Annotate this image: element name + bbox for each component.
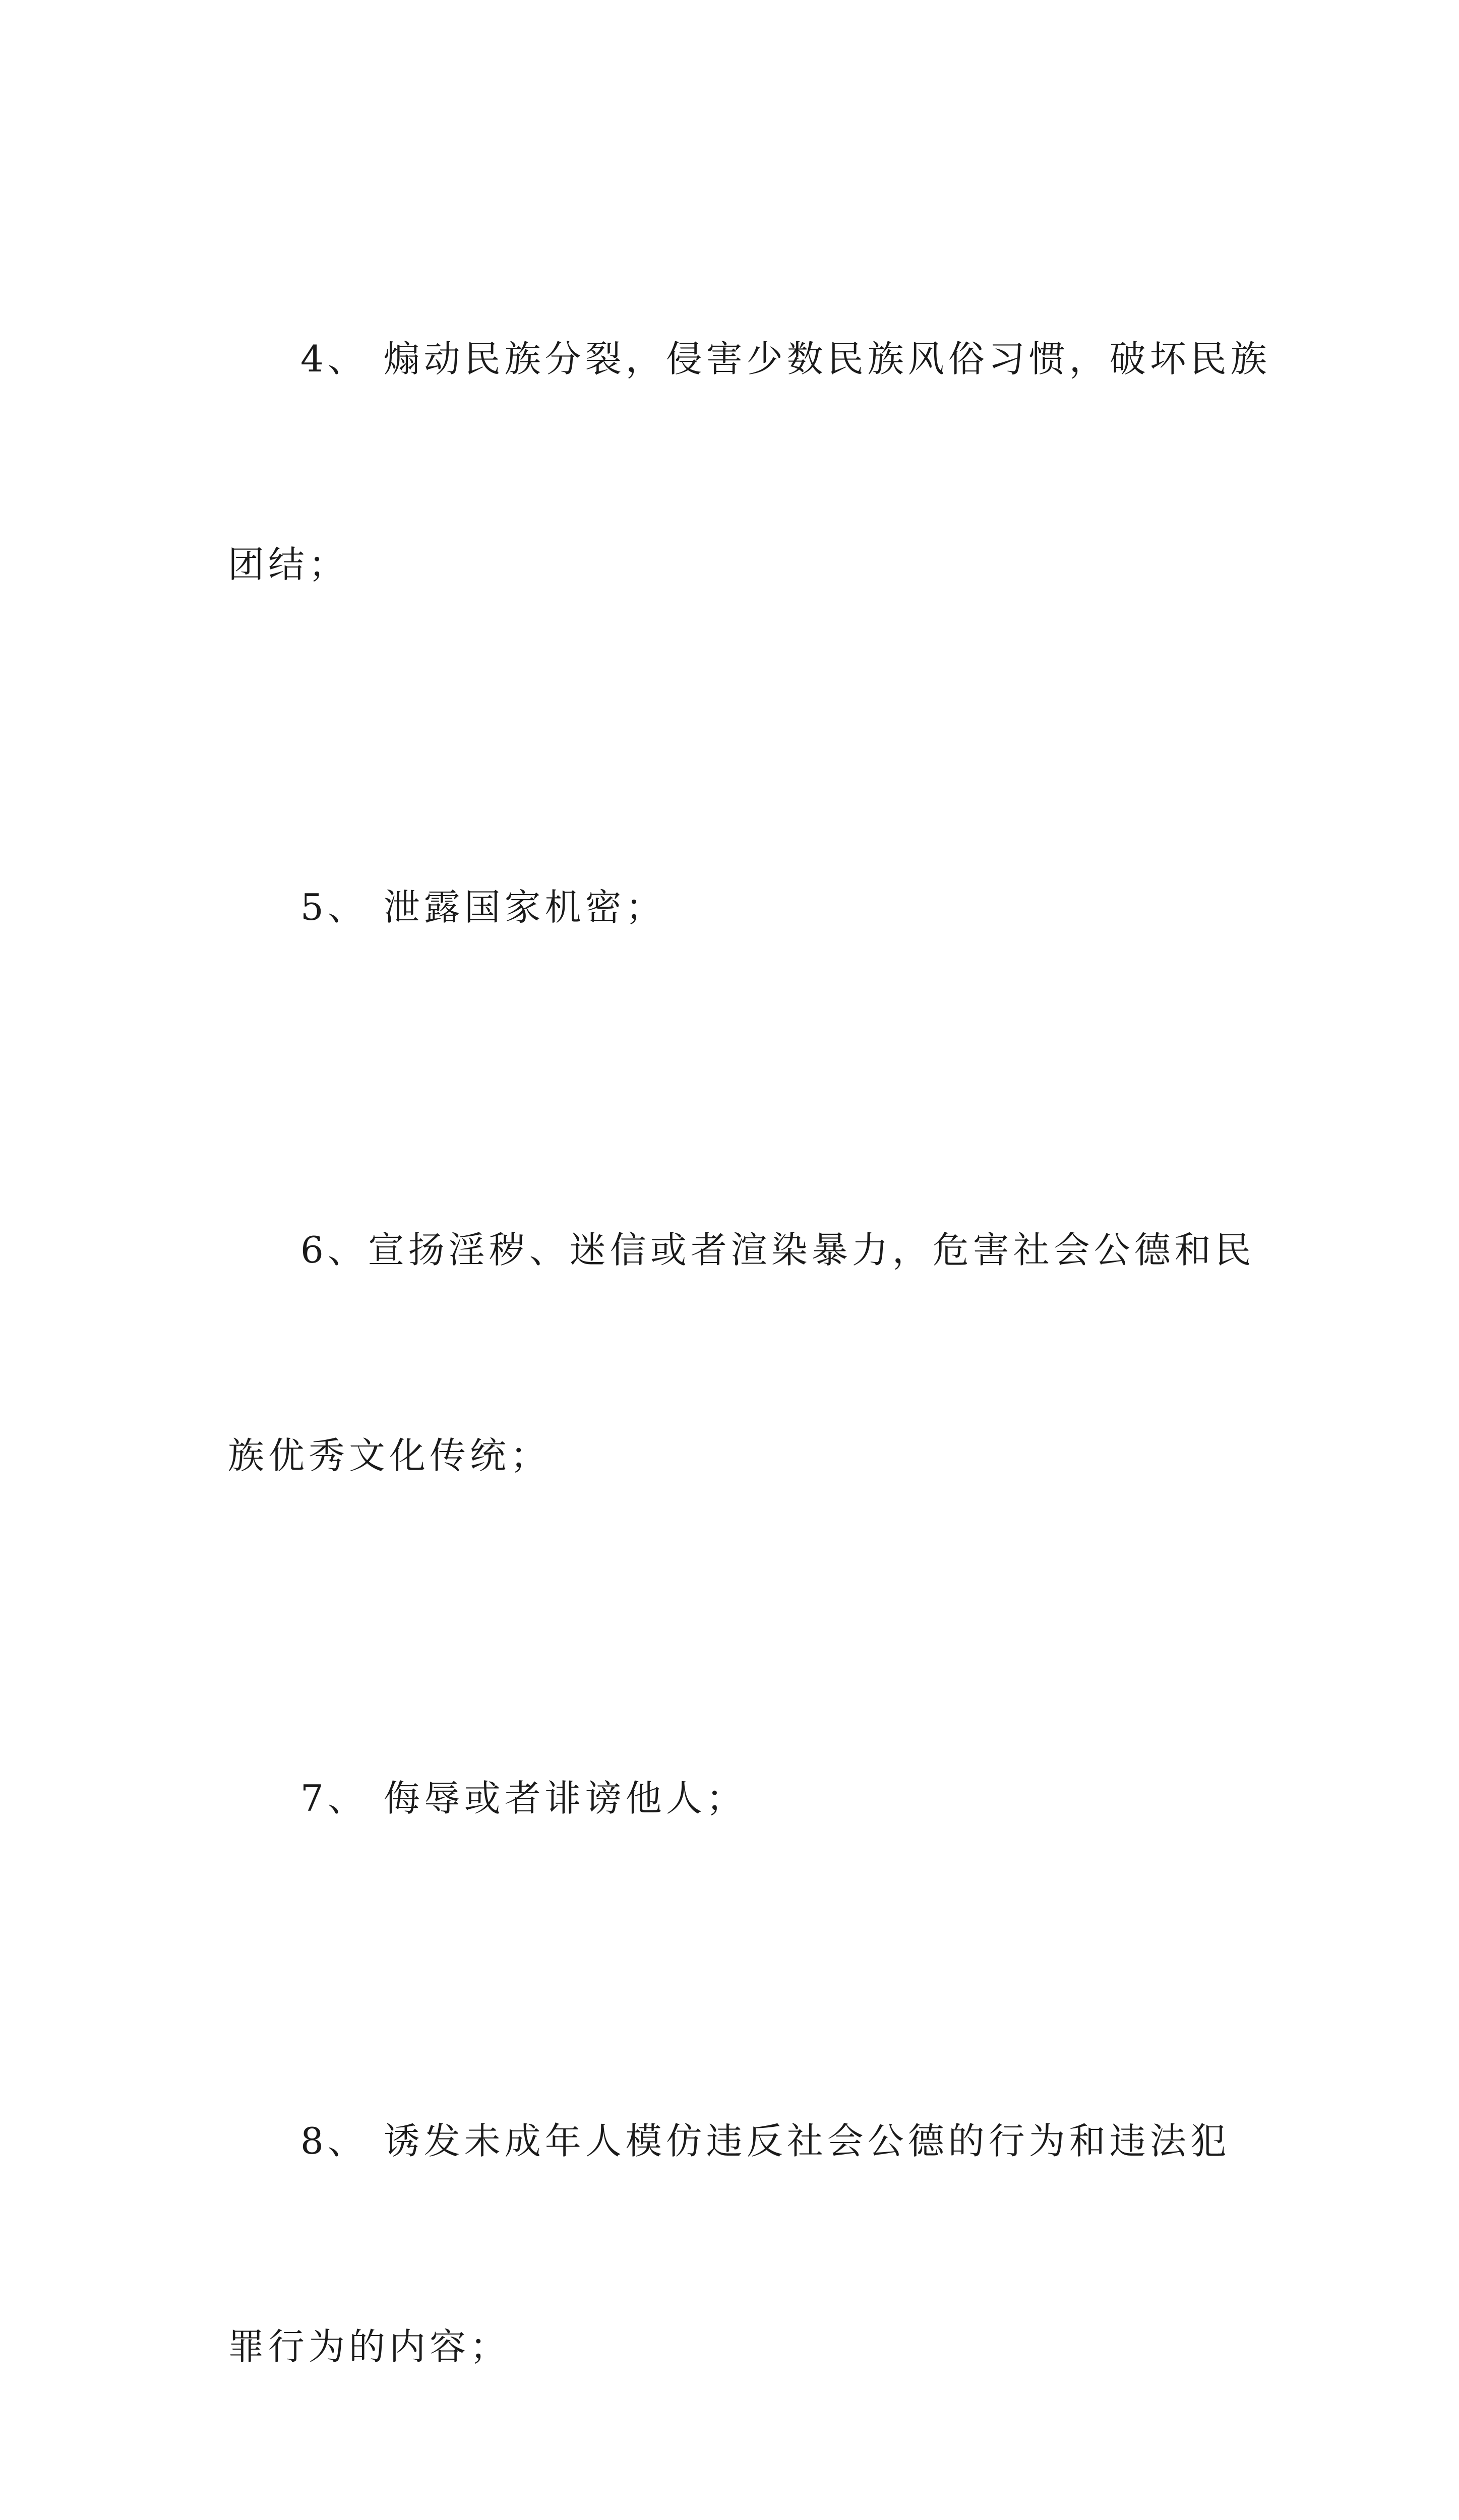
text-line: 团结；	[228, 543, 349, 586]
text-line: 族优秀文化传统；	[228, 1434, 551, 1477]
text-line: 8、 诱发未成年人模仿违反社会公德的行为和违法犯	[300, 2120, 1231, 2162]
text-line: 5、 泄露国家机密；	[300, 886, 666, 928]
text-line: 6、宣扬淫秽、迷信或者渲染暴力，危害社会公德和民	[300, 1229, 1255, 1271]
document-body	[228, 187, 1271, 2520]
text-line: 4、 煽动民族分裂，侵害少数民族风俗习惯，破坏民族	[300, 338, 1271, 380]
paragraph-item-6	[228, 1079, 1256, 1627]
text-line: 7、 侮辱或者诽谤他人；	[300, 1777, 747, 1819]
paragraph-item-5	[228, 736, 1256, 1079]
paragraph-item-4	[228, 187, 1271, 736]
text-line: 罪行为的内容；	[228, 2325, 511, 2368]
paragraph-item-9	[228, 2518, 1256, 2520]
paragraph-item-8	[228, 1970, 1256, 2518]
paragraph-item-7	[228, 1627, 1256, 1970]
